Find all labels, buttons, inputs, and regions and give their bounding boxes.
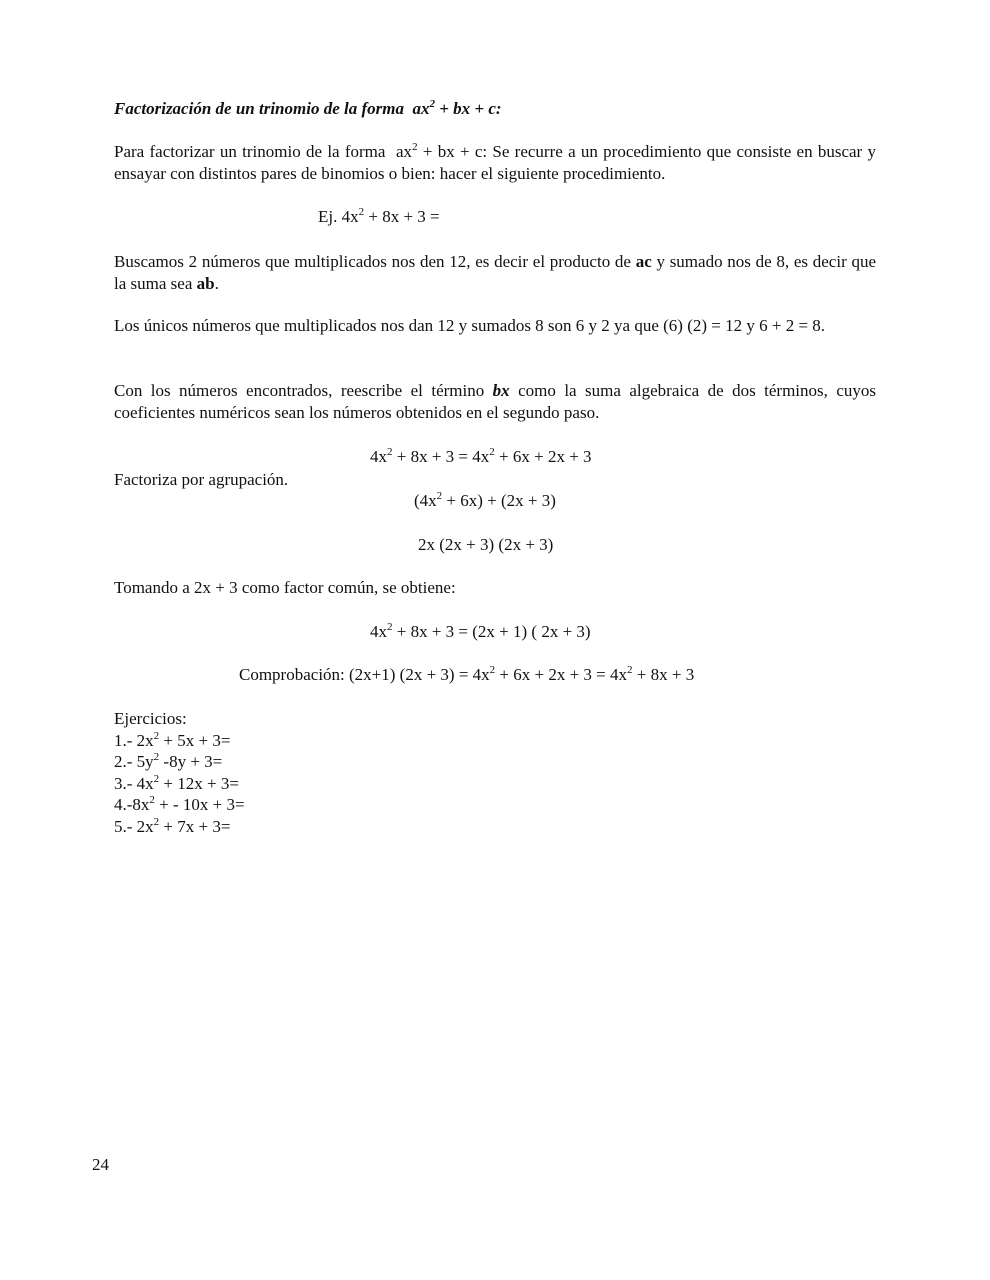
check-a: Comprobación: (2x+1) (2x + 3) = 4x [239,665,490,684]
intro-paragraph [114,141,876,185]
exercise-pre: 4.-8x [114,795,150,814]
step1-part1: Buscamos 2 números que multiplicados nos den 12, es decir el producto de [114,252,636,271]
equation-grouping [414,490,556,512]
section-title [114,98,876,120]
step3-part2: como la suma algebraica de dos términos, cuyos coeficientes numéricos sean los números obtenidos en el segundo paso. [114,381,876,422]
eq2-a: (4x [414,491,437,510]
exercise-post: + 12x + 3= [159,773,239,793]
group-label: Factoriza por agrupación. [114,470,289,489]
exercise-pre: 1.- 2x [114,730,154,750]
title-exponent: 2 [429,98,435,110]
exercise-exp: 2 [153,815,160,828]
exercise-item [114,816,514,838]
title-text: Factorización de un trinomio de la forma [114,99,404,118]
exercise-post: + 5x + 3= [159,730,231,750]
exercise-post: + 7x + 3= [159,816,231,836]
eq2-exp: 2 [436,490,443,502]
exercise-exp: 2 [149,794,155,806]
step3-part1: Con los números encontrados, reescribe el término [114,381,493,400]
result-a: 4x [370,622,387,641]
eq1-c: + 6x + 2x + 3 [494,447,592,466]
example-pre: Ej. 4x [318,207,359,226]
exercise-pre: 2.- 5y [114,752,154,771]
equation-factored: 2x (2x + 3) (2x + 3) [418,535,554,554]
page-number: 24 [92,1155,109,1174]
eq1-b: + 8x + 3 = 4x [392,447,490,466]
example-equation [318,206,440,228]
exercise-exp: 2 [153,729,160,742]
exercise-exp: 2 [153,772,160,785]
result-exp: 2 [387,621,393,633]
result-b: + 8x + 3 = (2x + 1) ( 2x + 3) [392,622,591,641]
equation-rewrite [370,446,592,468]
exercise-post: -8y + 3= [159,752,223,771]
step3-paragraph [114,380,876,424]
title-expr-b: + bx + c: [434,99,502,118]
intro-exponent: 2 [412,141,418,153]
equation-check [239,664,694,686]
intro-part2: + bx + c: Se recurre a un procedimiento que consiste en buscar y ensayar con distintos pares de binomios o bien: hacer el siguiente procedimiento. [114,142,876,183]
exercises-heading: Ejercicios: [114,709,187,728]
eq1-exp2: 2 [489,446,495,458]
step1-part3: . [214,274,219,293]
equation-result [370,621,591,643]
check-b: + 6x + 2x + 3 = 4x [495,665,628,684]
step2-paragraph: Los únicos números que multiplicados nos dan 12 y sumados 8 son 6 y 2 ya que (6) (2) = 12 y 6 + 2 = 8. [114,316,826,335]
exercise-post: + - 10x + 3= [154,795,245,814]
step1-paragraph [114,251,876,295]
intro-expr-a: ax [396,142,413,161]
exercise-pre: 5.- 2x [114,816,154,836]
step3-emph-bx: bx [492,381,510,400]
exercise-item [114,751,514,773]
title-expr-a: ax [412,99,430,118]
exercises-list [114,708,514,837]
intro-part1: Para factorizar un trinomio de la forma [114,142,386,161]
check-exp2: 2 [627,664,633,676]
exercise-item [114,794,514,816]
step1-bold-ac: ac [635,252,652,271]
example-exponent: 2 [358,206,365,218]
exercise-pre: 3.- 4x [114,773,154,793]
step1-part2: y sumado nos de 8, es decir que la suma sea [114,252,877,293]
common-factor-text: Tomando a 2x + 3 como factor común, se obtiene: [114,578,456,597]
exercise-item [114,773,514,795]
eq1-exp: 2 [387,446,393,458]
eq1-a: 4x [370,447,387,466]
exercise-item [114,730,514,752]
example-post: + 8x + 3 = [364,207,440,226]
eq2-b: + 6x) + (2x + 3) [442,491,556,510]
exercise-exp: 2 [153,751,160,763]
check-exp: 2 [489,664,496,676]
step1-bold-ab: ab [196,274,215,293]
check-c: + 8x + 3 [632,665,695,684]
